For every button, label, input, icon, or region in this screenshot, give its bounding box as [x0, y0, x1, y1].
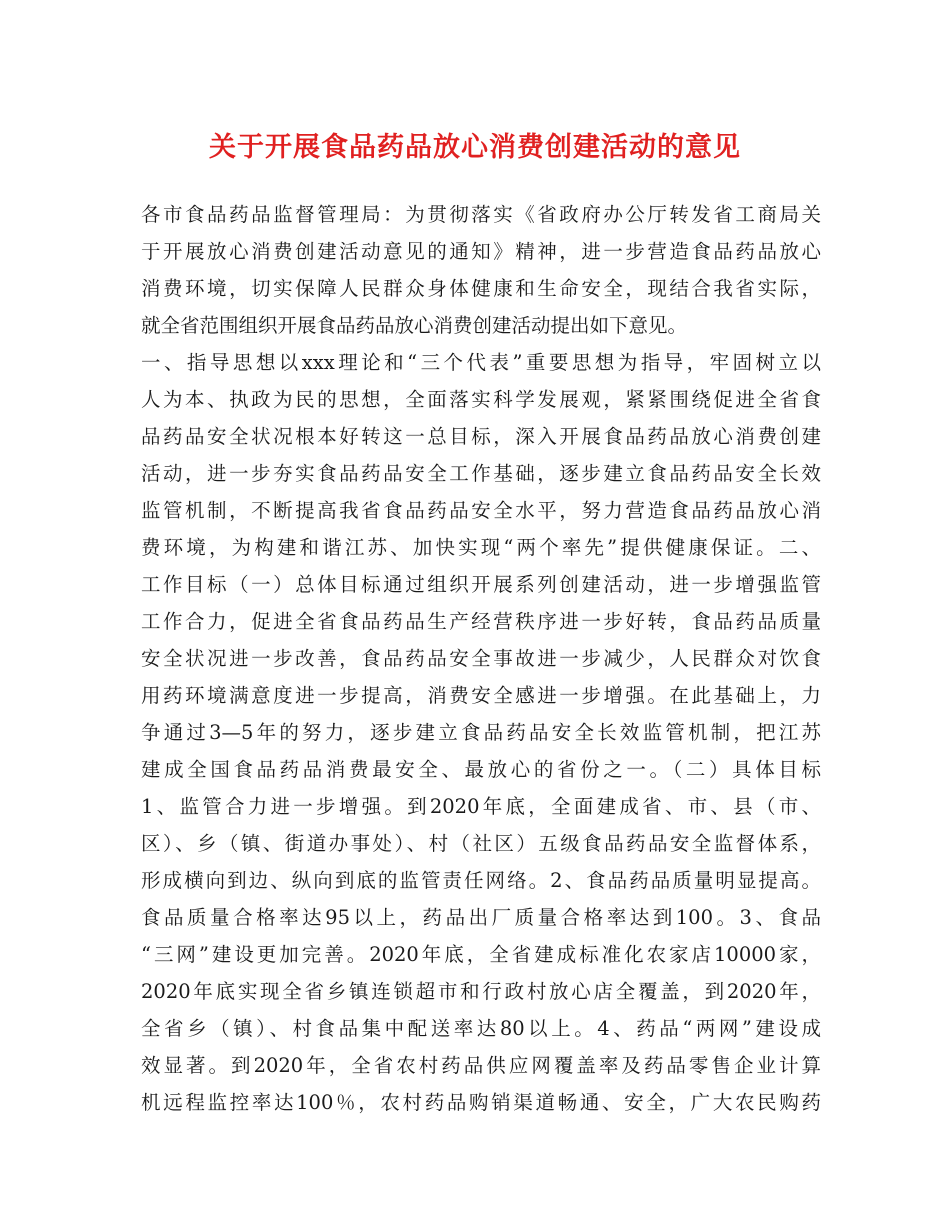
document-body [141, 196, 821, 1121]
body-line: 全省乡（镇）、村食品集中配送率达80以上。4、药品“两网”建设成 [141, 1017, 821, 1040]
body-line: 各市食品药品监督管理局：为贯彻落实《省政府办公厅转发省工商局关 [141, 203, 821, 226]
body-line: 机远程监控率达100％，农村药品购销渠道畅通、安全，广大农民购药 [141, 1091, 821, 1114]
document-title: 关于开展食品药品放心消费创建活动的意见 [209, 132, 741, 163]
body-line: 工作合力，促进全省食品药品生产经营秩序进一步好转，食品药品质量 [141, 610, 821, 633]
body-line: 一、指导思想以xxx理论和“三个代表”重要思想为指导，牢固树立以 [141, 351, 821, 374]
body-line: 1、监管合力进一步增强。到2020年底，全面建成省、市、县（市、 [141, 795, 821, 818]
body-line: 食品质量合格率达95以上，药品出厂质量合格率达到100。3、食品 [141, 906, 821, 929]
body-line: 监管机制，不断提高我省食品药品安全水平，努力营造食品药品放心消 [141, 499, 821, 522]
body-line: 区）、乡（镇、街道办事处）、村（社区）五级食品药品安全监督体系， [141, 832, 821, 855]
body-line: 品药品安全状况根本好转这一总目标，深入开展食品药品放心消费创建 [141, 425, 821, 448]
body-line: 2020年底实现全省乡镇连锁超市和行政村放心店全覆盖，到2020年， [141, 980, 821, 1003]
body-line: 用药环境满意度进一步提高，消费安全感进一步增强。在此基础上，力 [141, 684, 821, 707]
body-line: 于开展放心消费创建活动意见的通知》精神，进一步营造食品药品放心 [141, 240, 821, 263]
body-line: 人为本、执政为民的思想，全面落实科学发展观，紧紧围绕促进全省食 [141, 388, 821, 411]
body-line: 效显著。到2020年，全省农村药品供应网覆盖率及药品零售企业计算 [141, 1054, 821, 1077]
body-line: 形成横向到边、纵向到底的监管责任网络。2、食品药品质量明显提高。 [141, 869, 821, 892]
body-line: 工作目标（一）总体目标通过组织开展系列创建活动，进一步增强监管 [141, 573, 821, 596]
body-line: 就全省范围组织开展食品药品放心消费创建活动提出如下意见。 [141, 314, 688, 337]
body-line: 消费环境，切实保障人民群众身体健康和生命安全，现结合我省实际， [141, 277, 821, 300]
body-line: 争通过3—5年的努力，逐步建立食品药品安全长效监管机制，把江苏 [141, 721, 821, 744]
body-line: “三网”建设更加完善。2020年底，全省建成标准化农家店10000家， [141, 943, 821, 966]
body-line: 建成全国食品药品消费最安全、最放心的省份之一。（二）具体目标 [141, 758, 821, 781]
body-line: 安全状况进一步改善，食品药品安全事故进一步减少，人民群众对饮食 [141, 647, 821, 670]
body-line: 活动，进一步夯实食品药品安全工作基础，逐步建立食品药品安全长效 [141, 462, 821, 485]
body-line: 费环境，为构建和谐江苏、加快实现“两个率先”提供健康保证。二、 [141, 536, 821, 559]
